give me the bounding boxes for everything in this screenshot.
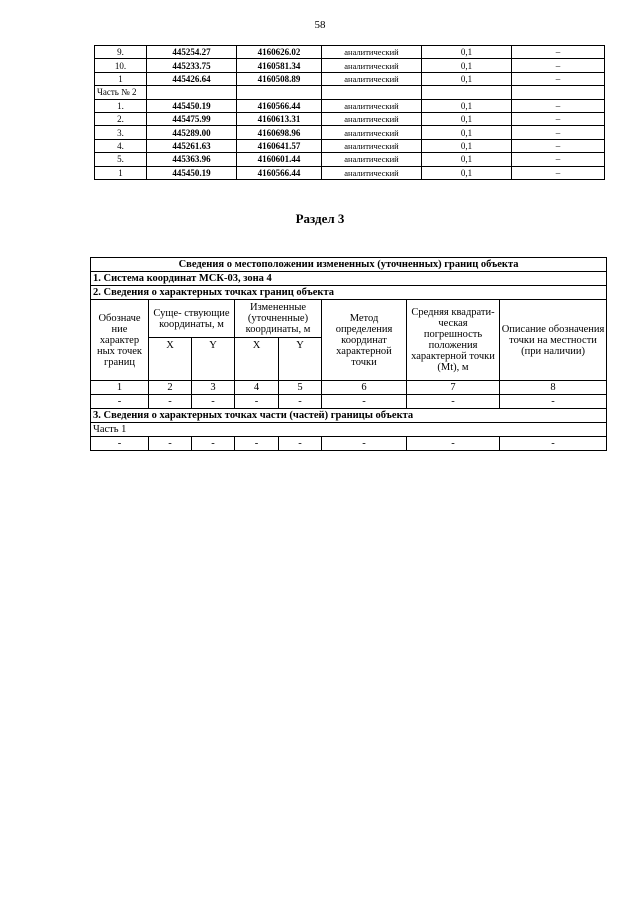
coord-cell-description: – xyxy=(512,112,605,125)
coord-cell-accuracy: 0,1 xyxy=(422,139,512,152)
coord-row xyxy=(95,99,605,112)
coord-system-heading: 1. Система координат МСК-03, зона 4 xyxy=(91,272,607,286)
coord-row xyxy=(95,166,605,179)
dash-cell: - xyxy=(235,395,279,409)
section-title: Раздел 3 xyxy=(295,211,345,226)
page-number: 58 xyxy=(314,19,326,31)
coord-cell-y: 4160566.44 xyxy=(237,99,322,112)
part2-row xyxy=(95,86,605,99)
coord-cell-num: 1 xyxy=(95,72,147,85)
coord-cell-num: 3. xyxy=(95,126,147,139)
coord-cell-y: 4160508.89 xyxy=(237,72,322,85)
dash-cell: - xyxy=(500,437,607,451)
coord-cell-y: 4160613.31 xyxy=(237,112,322,125)
dash-cell: - xyxy=(407,437,500,451)
coord-cell-x: 445261.63 xyxy=(147,139,237,152)
column-number-cell: 2 xyxy=(149,381,192,395)
coord-cell-method: аналитический xyxy=(322,166,422,179)
dash-cell: - xyxy=(407,395,500,409)
coord-cell-accuracy: 0,1 xyxy=(422,72,512,85)
column-number-cell: 1 xyxy=(91,381,149,395)
coord-cell-method: аналитический xyxy=(322,99,422,112)
header-designation: Обозначе ние характер ных точек границ xyxy=(91,300,149,381)
coord-cell-accuracy: 0,1 xyxy=(422,46,512,59)
header-changed-x: X xyxy=(235,338,279,381)
coord-cell-description: – xyxy=(512,99,605,112)
coord-cell-num: 1. xyxy=(95,99,147,112)
column-number-cell: 8 xyxy=(500,381,607,395)
part1-label: Часть 1 xyxy=(91,423,607,437)
coord-cell-num: 4. xyxy=(95,139,147,152)
dash-cell: - xyxy=(192,437,235,451)
empty-cell xyxy=(512,86,605,99)
dash-cell: - xyxy=(91,395,149,409)
dash-cell: - xyxy=(322,437,407,451)
coord-cell-y: 4160626.02 xyxy=(237,46,322,59)
coord-row xyxy=(95,59,605,72)
header-existing-coords: Суще- ствующие координаты, м xyxy=(149,300,235,338)
coord-cell-description: – xyxy=(512,166,605,179)
coord-cell-x: 445450.19 xyxy=(147,99,237,112)
dash-cell: - xyxy=(91,437,149,451)
column-number-cell: 6 xyxy=(322,381,407,395)
header-changed-y: Y xyxy=(279,338,322,381)
coord-cell-x: 445450.19 xyxy=(147,166,237,179)
coord-cell-description: – xyxy=(512,59,605,72)
coord-row xyxy=(95,139,605,152)
dash-cell: - xyxy=(149,395,192,409)
coord-cell-accuracy: 0,1 xyxy=(422,166,512,179)
coord-cell-description: – xyxy=(512,46,605,59)
coord-cell-num: 10. xyxy=(95,59,147,72)
dash-cell: - xyxy=(235,437,279,451)
coord-cell-method: аналитический xyxy=(322,153,422,166)
coord-cell-x: 445426.64 xyxy=(147,72,237,85)
coord-cell-y: 4160566.44 xyxy=(237,166,322,179)
coord-cell-num: 2. xyxy=(95,112,147,125)
coord-cell-num: 1 xyxy=(95,166,147,179)
column-number-cell: 4 xyxy=(235,381,279,395)
section3-table xyxy=(90,257,607,451)
coord-cell-method: аналитический xyxy=(322,139,422,152)
header-existing-y: Y xyxy=(192,338,235,381)
empty-cell xyxy=(422,86,512,99)
coord-cell-x: 445254.27 xyxy=(147,46,237,59)
coord-cell-method: аналитический xyxy=(322,72,422,85)
coord-cell-method: аналитический xyxy=(322,112,422,125)
empty-cell xyxy=(322,86,422,99)
coord-row xyxy=(95,72,605,85)
coord-cell-x: 445233.75 xyxy=(147,59,237,72)
column-number-cell: 5 xyxy=(279,381,322,395)
part1-points-row xyxy=(91,437,607,451)
coord-cell-x: 445289.00 xyxy=(147,126,237,139)
dash-cell: - xyxy=(279,395,322,409)
coord-cell-y: 4160581.34 xyxy=(237,59,322,72)
coord-cell-y: 4160698.96 xyxy=(237,126,322,139)
coord-cell-description: – xyxy=(512,126,605,139)
dash-cell: - xyxy=(500,395,607,409)
header-changed-coords: Измененные (уточненные) координаты, м xyxy=(235,300,322,338)
coord-cell-description: – xyxy=(512,139,605,152)
header-existing-x: X xyxy=(149,338,192,381)
empty-cell xyxy=(147,86,237,99)
coord-cell-accuracy: 0,1 xyxy=(422,99,512,112)
column-numbers-row xyxy=(91,381,607,395)
coord-cell-description: – xyxy=(512,153,605,166)
coord-row xyxy=(95,153,605,166)
coord-cell-accuracy: 0,1 xyxy=(422,59,512,72)
section3-title: Сведения о местоположении измененных (уточненных) границ объекта xyxy=(91,258,607,272)
coord-cell-description: – xyxy=(512,72,605,85)
coord-cell-method: аналитический xyxy=(322,126,422,139)
column-number-cell: 7 xyxy=(407,381,500,395)
coord-row xyxy=(95,112,605,125)
coord-cell-y: 4160601.44 xyxy=(237,153,322,166)
empty-points-row xyxy=(91,395,607,409)
dash-cell: - xyxy=(279,437,322,451)
empty-cell xyxy=(237,86,322,99)
coord-cell-num: 5. xyxy=(95,153,147,166)
coord-cell-num: 9. xyxy=(95,46,147,59)
dash-cell: - xyxy=(149,437,192,451)
coord-row xyxy=(95,46,605,59)
coord-cell-accuracy: 0,1 xyxy=(422,112,512,125)
header-method: Метод определения координат характерной точки xyxy=(322,300,407,381)
coord-cell-y: 4160641.57 xyxy=(237,139,322,152)
parts-heading: 3. Сведения о характерных точках части (частей) границы объекта xyxy=(91,409,607,423)
column-number-cell: 3 xyxy=(192,381,235,395)
coord-row xyxy=(95,126,605,139)
coord-cell-x: 445363.96 xyxy=(147,153,237,166)
part2-label: Часть № 2 xyxy=(95,86,147,99)
coord-cell-method: аналитический xyxy=(322,59,422,72)
dash-cell: - xyxy=(322,395,407,409)
dash-cell: - xyxy=(192,395,235,409)
header-accuracy: Средняя квадрати- ческая погрешность положения характерной точки (Mt), м xyxy=(407,300,500,381)
coord-cell-accuracy: 0,1 xyxy=(422,153,512,166)
header-description: Описание обозначения точки на местности (при наличии) xyxy=(500,300,607,381)
coord-cell-method: аналитический xyxy=(322,46,422,59)
coordinates-table xyxy=(94,45,605,180)
coord-cell-x: 445475.99 xyxy=(147,112,237,125)
coord-cell-accuracy: 0,1 xyxy=(422,126,512,139)
points-heading: 2. Сведения о характерных точках границ объекта xyxy=(91,286,607,300)
